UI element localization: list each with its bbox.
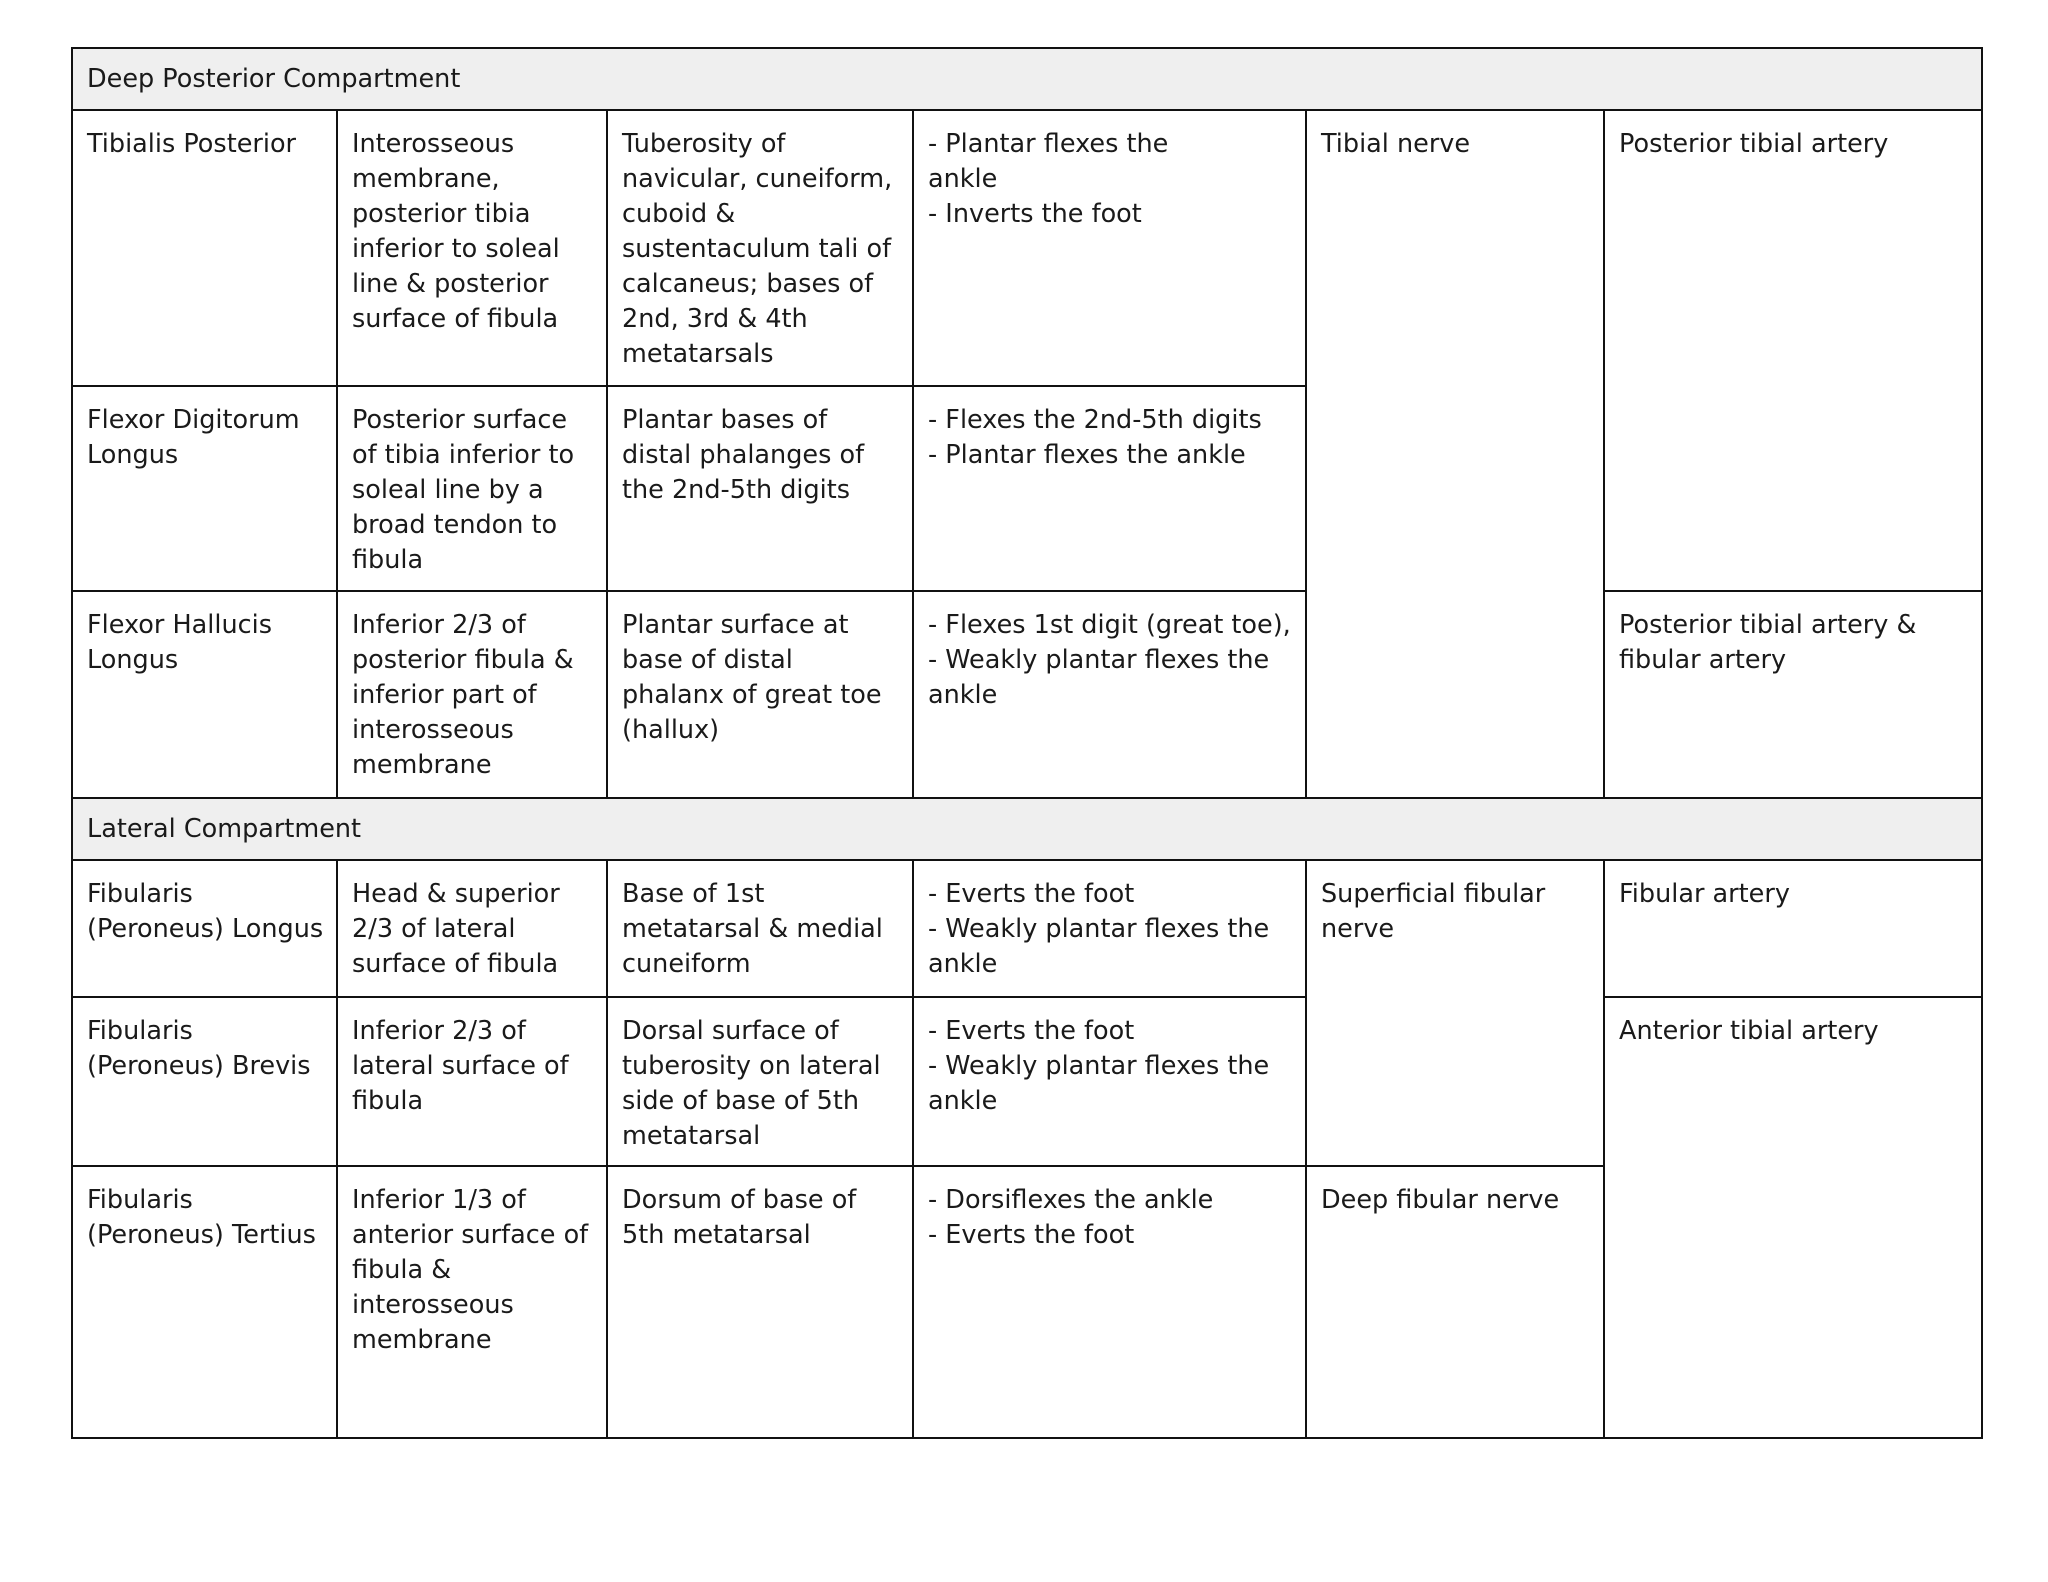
muscle-name-cell: Fibularis (Peroneus) Longus — [72, 860, 337, 997]
nerve-cell: Superficial fibular nerve — [1306, 860, 1604, 1166]
action-cell: - Flexes 1st digit (great toe), - Weakly plantar flexes the ankle — [913, 591, 1306, 798]
section-header-lateral: Lateral Compartment — [72, 798, 1982, 860]
insertion-cell: Base of 1st metatarsal & medial cuneiform — [607, 860, 913, 997]
muscle-name-cell: Flexor Digitorum Longus — [72, 386, 337, 591]
origin-cell: Interosseous membrane, posterior tibia inferior to soleal line & posterior surface of fibula — [337, 110, 607, 386]
muscle-name-cell: Flexor Hallucis Longus — [72, 591, 337, 798]
artery-cell: Posterior tibial artery & fibular artery — [1604, 591, 1982, 798]
muscle-name-cell: Tibialis Posterior — [72, 110, 337, 386]
insertion-cell: Plantar bases of distal phalanges of the 2nd-5th digits — [607, 386, 913, 591]
artery-cell: Posterior tibial artery — [1604, 110, 1982, 591]
origin-cell: Inferior 2/3 of posterior fibula & inferior part of interosseous membrane — [337, 591, 607, 798]
nerve-cell: Tibial nerve — [1306, 110, 1604, 798]
insertion-cell: Dorsum of base of 5th metatarsal — [607, 1166, 913, 1438]
artery-cell: Anterior tibial artery — [1604, 997, 1982, 1438]
muscle-name-cell: Fibularis (Peroneus) Brevis — [72, 997, 337, 1166]
table-row — [72, 110, 1982, 386]
artery-cell: Fibular artery — [1604, 860, 1982, 997]
action-cell: - Plantar flexes the ankle - Inverts the foot — [913, 110, 1306, 386]
table-row — [72, 997, 1982, 1166]
origin-cell: Posterior surface of tibia inferior to soleal line by a broad tendon to fibula — [337, 386, 607, 591]
muscle-table — [71, 47, 1983, 1439]
insertion-cell: Tuberosity of navicular, cuneiform, cuboid & sustentaculum tali of calcaneus; bases of 2nd, 3rd & 4th metatarsals — [607, 110, 913, 386]
origin-cell: Inferior 1/3 of anterior surface of fibula & interosseous membrane — [337, 1166, 607, 1438]
section-header-deep-posterior: Deep Posterior Compartment — [72, 48, 1982, 110]
section-row-deep-posterior — [72, 48, 1982, 110]
insertion-cell: Dorsal surface of tuberosity on lateral side of base of 5th metatarsal — [607, 997, 913, 1166]
action-cell: - Everts the foot - Weakly plantar flexes the ankle — [913, 860, 1306, 997]
action-cell: - Flexes the 2nd-5th digits - Plantar flexes the ankle — [913, 386, 1306, 591]
origin-cell: Head & superior 2/3 of lateral surface of fibula — [337, 860, 607, 997]
origin-cell: Inferior 2/3 of lateral surface of fibula — [337, 997, 607, 1166]
muscle-name-cell: Fibularis (Peroneus) Tertius — [72, 1166, 337, 1438]
section-row-lateral — [72, 798, 1982, 860]
table-row — [72, 860, 1982, 997]
action-cell: - Everts the foot - Weakly plantar flexes the ankle — [913, 997, 1306, 1166]
insertion-cell: Plantar surface at base of distal phalanx of great toe (hallux) — [607, 591, 913, 798]
nerve-cell: Deep fibular nerve — [1306, 1166, 1604, 1438]
action-cell: - Dorsiflexes the ankle - Everts the foot — [913, 1166, 1306, 1438]
table-row — [72, 591, 1982, 798]
